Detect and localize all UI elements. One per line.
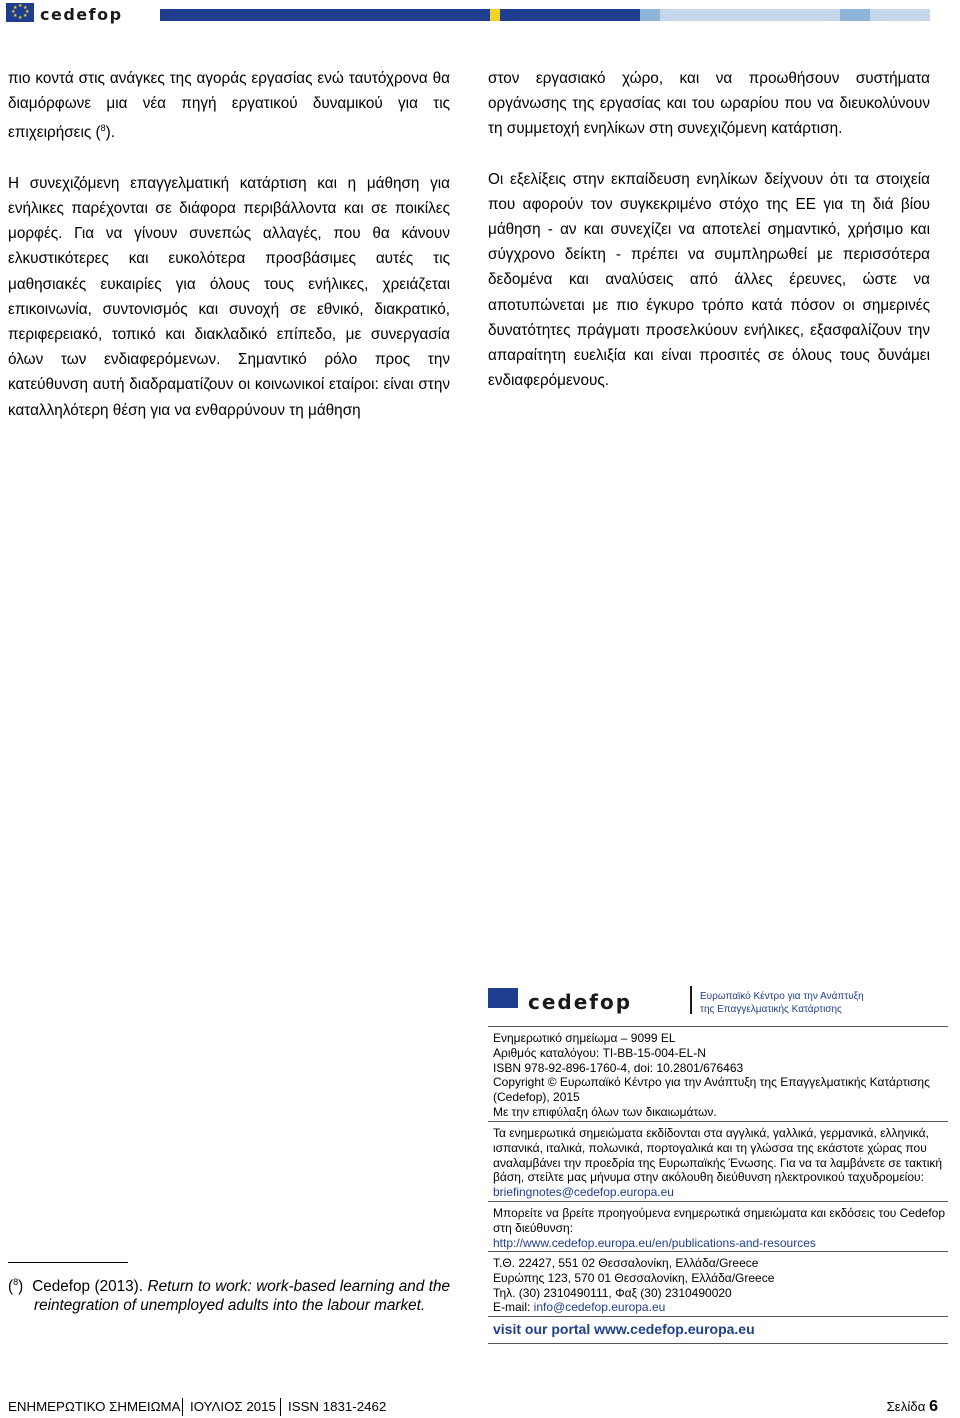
footer-issn: ISSN 1831-2462 [288,1399,387,1414]
footer-divider [280,1398,281,1416]
briefingnotes-email-link[interactable]: briefingnotes@cedefop.europa.eu [493,1185,674,1200]
page-number: Σελίδα 6 [886,1398,938,1415]
divider [488,1343,948,1344]
contact-info: Τ.Θ. 22427, 551 02 Θεσσαλονίκη, Ελλάδα/Greece Ευρώπης 123, 570 01 Θεσσαλονίκη, Ελλάδα/Greece Τηλ. (30) 2310490111, Φαξ (30) 2310490020 E-mail: info@cedefop.europa.eu [488,1251,948,1316]
right-column [488,66,930,418]
footnote-title: Return to work: work-based learning and the reintegration of unemployed adults into the labour market. [34,1278,450,1314]
stripe [340,9,490,21]
cedefop-logo: cedefop [528,990,633,1014]
footer-divider [182,1398,183,1416]
left-column [8,66,450,448]
cedefop-logo-block [488,986,948,1022]
eu-flag-icon: ★ ★ ★ ★ ★ ★ ★ ★ [6,3,34,22]
logo-separator [690,986,692,1014]
footer-date: ΙΟΥΛΙΟΣ 2015 [190,1399,276,1414]
footer-doc-type: ΕΝΗΜΕΡΩΤΙΚΟ ΣΗΜΕΙΩΜΑ [8,1399,181,1414]
stripe [500,9,640,21]
languages-info: Τα ενημερωτικά σημειώματα εκδίδονται στα αγγλικά, γαλλικά, γερμανικά, ελληνικά, ισπανικά, ιταλικά, πολωνικά, πορτογαλικά και τη γλώσσα της εκάστοτε χώρας που αναλαμβάνει την προεδρία της Ευρωπαϊκής Ένωσης. Για να τα λαμβάνετε σε τακτική βάση, στείλτε μας μήνυμα στην ακόλουθη διεύθυνση ηλεκτρονικού ταχυδρομείου: briefingnotes@cedefop.europa.eu [488,1121,948,1201]
footnote-number: 8 [13,1277,19,1287]
portal-link[interactable]: visit our portal www.cedefop.europa.eu [488,1316,948,1343]
stripe [490,9,500,21]
footnote-author: Cedefop (2013). [32,1278,148,1296]
stripe [640,9,660,21]
publication-info: Ενημερωτικό σημείωμα – 9099 EL Αριθμός καταλόγου: TI-BB-15-004-EL-N ISBN 978-92-896-1760-4, doi: 10.2801/676463 Copyright © Ευρωπαϊκό Κέντρο για την Ανάπτυξη της Επαγγελματικής Κατάρτισης (Cedefop), 2015 Με την επιφύλαξη όλων των δικαιωμάτων. [488,1026,948,1121]
header-bar [0,0,960,34]
stripe [160,9,340,21]
stripe [660,9,840,21]
footnote-rule [8,1262,128,1263]
footnote-text: ($^8$) Cedefop (2013). Return to work: work-based learning and the reintegration of unemployed adults into the labour market. [8,1277,450,1314]
paragraph: Οι εξελίξεις στην εκπαίδευση ενηλίκων δείχνουν ότι τα στοιχεία που αφορούν τον συγκεκριμένο στόχο της ΕΕ για τη διά βίου μάθηση - αν και συνεχίζει να αποτελεί σημαντικό, χρήσιμο και σύγχρονο δείκτη - πρέπει να συμπληρωθεί με περισσότερα δεδομένα και αναλύσεις από άλλες έρευνες, ώστε να αποτυπώνεται με πιο έγκυρο τρόπο κατά πόσον οι σημερινές δυνατότητες πράγματι προσελκύουν ενήλικες, εξασφαλίζουν την απαραίτητη ευελιξία και είναι προσιτές σε όλους τους δυνάμει ενδιαφερόμενους. [488,170,930,390]
cedefop-logo: cedefop [40,5,123,24]
publications-url-link[interactable]: http://www.cedefop.europa.eu/en/publications-and-resources [493,1235,816,1250]
paragraph [8,66,450,146]
publications-info: Μπορείτε να βρείτε προηγούμενα ενημερωτικά σημειώματα και εκδόσεις του Cedefop στη διεύθυνση: http://www.cedefop.europa.eu/en/publications-and-resources [488,1201,948,1251]
cedefop-full-name: Ευρωπαϊκό Κέντρο για την Ανάπτυξη της Επαγγελματικής Κατάρτισης [700,991,864,1015]
stripe [840,9,870,21]
info-email-link[interactable]: info@cedefop.europa.eu [533,1300,666,1315]
paragraph: στον εργασιακό χώρο, και να προωθήσουν συστήματα οργάνωσης της εργασίας και του ωραρίου που να διευκολύνουν τη συμμετοχή ενηλίκων στη συνεχιζόμενη κατάρτιση. [488,70,930,138]
eu-flag-icon [488,988,518,1008]
paragraph-text: πιο κοντά στις ανάγκες της αγοράς εργασίας ενώ ταυτόχρονα θα διαμόρφωνε μια νέα πηγή εργατικού δυναμικού για τις επιχειρήσεις ( [8,70,450,142]
paragraph-text: ). [105,124,115,142]
stripe [870,9,930,21]
footnote-ref[interactable]: 8 [100,123,106,134]
paragraph: Η συνεχιζόμενη επαγγελματική κατάρτιση και η μάθηση για ενήλικες παρέχονται σε διάφορα περιβάλλοντα και σε ποικίλες μορφές. Για να γίνουν συνεπώς αλλαγές, που θα κάνουν ελκυστικότερες και ευκολότερα προσβάσιμες αυτές τις μαθησιακές ευκαιρίες για όλους τους ενήλικες, χρειάζεται επικοινωνία, συντονισμός και συνοχή σε εθνικό, διακρατικό, περιφερειακό, τοπικό και διακλαδικό επίπεδο, με συνεργασία όλων των ενδιαφερόμενων. Σημαντικό ρόλο προς την κατεύθυνση αυτή διαδραματίζουν οι κοινωνικοί εταίροι: είναι στην καταλληλότερη θέση για να ενθαρρύνουν τη μάθηση [8,174,450,419]
footnote [8,1273,450,1315]
header-stripes [160,9,930,21]
